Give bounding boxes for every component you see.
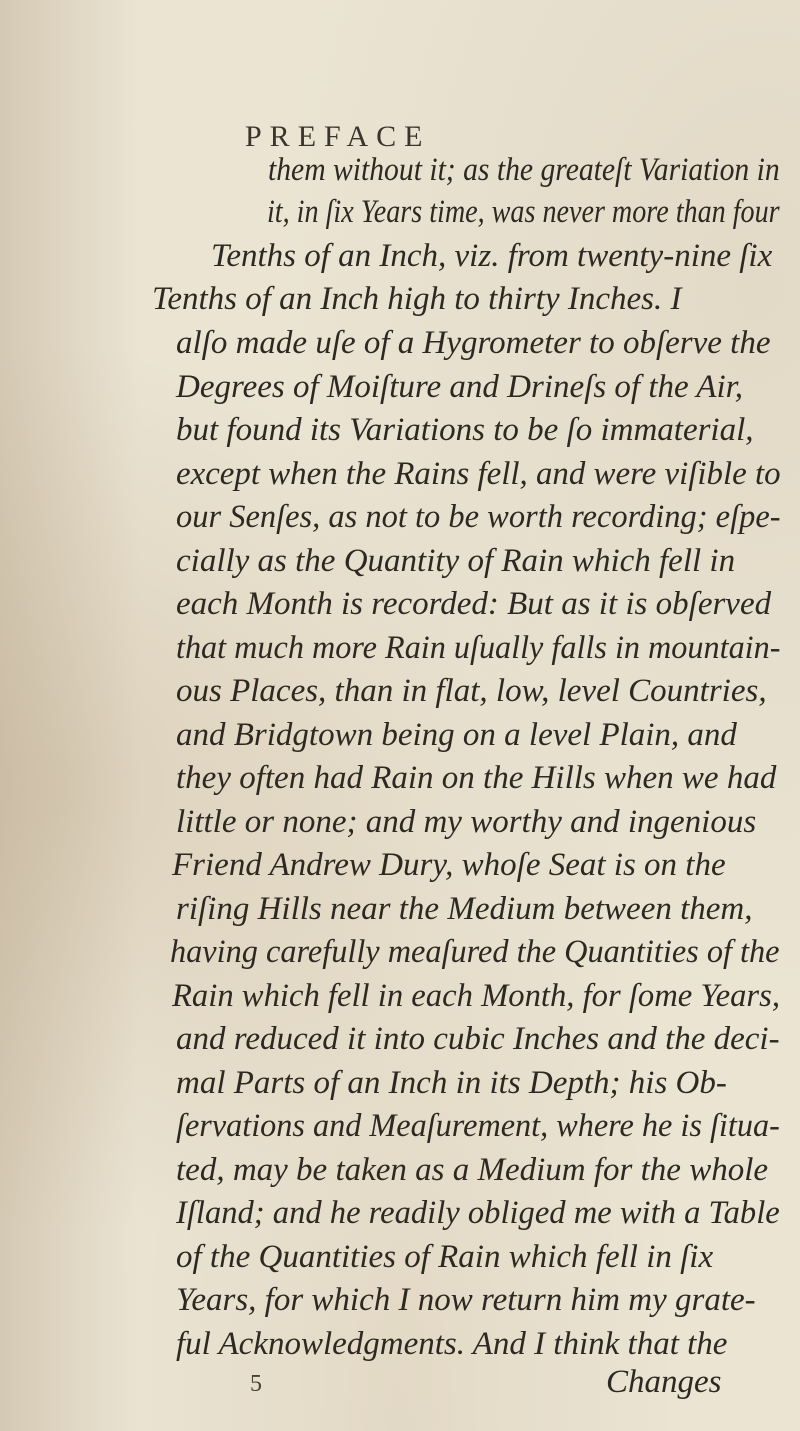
text-line: alſo made uſe of a Hygrometer to obſerve the — [176, 325, 771, 361]
text-line: ful Acknowledgments. And I think that the — [176, 1326, 728, 1362]
text-line: Rain which fell in each Month, for ſome Years, — [172, 978, 780, 1014]
text-line: it, in ſix Years time, was never more than four — [267, 194, 780, 230]
running-head: PREFACE — [245, 120, 431, 153]
text-line: Iſland; and he readily obliged me with a Table — [176, 1195, 780, 1231]
page-number: 5 — [250, 1371, 262, 1397]
text-line: having carefully meaſured the Quantities of the — [170, 934, 780, 970]
text-line: mal Parts of an Inch in its Depth; his Ob- — [176, 1065, 727, 1101]
text-line: our Senſes, as not to be worth recording; eſpe- — [176, 499, 781, 535]
text-line: that much more Rain uſually falls in mountain- — [176, 630, 781, 666]
text-line: Tenths of an Inch, viz. from twenty-nine ſix — [211, 238, 773, 274]
text-line: ted, may be taken as a Medium for the whole — [176, 1152, 769, 1188]
text-line: each Month is recorded: But as it is obſerved — [176, 586, 772, 622]
text-line: Tenths of an Inch high to thirty Inches. I — [152, 281, 682, 317]
text-line: Degrees of Moiſture and Drineſs of the Air, — [176, 369, 744, 405]
text-line: and reduced it into cubic Inches and the deci- — [176, 1021, 780, 1057]
text-line: they often had Rain on the Hills when we had — [176, 760, 777, 796]
text-line: Friend Andrew Dury, whoſe Seat is on the — [172, 847, 726, 883]
text-line: of the Quantities of Rain which fell in ſix — [176, 1239, 714, 1275]
text-line: Years, for which I now return him my grate- — [176, 1282, 756, 1318]
text-line: cially as the Quantity of Rain which fell in — [176, 543, 736, 579]
text-line: them without it; as the greateſt Variation in — [268, 152, 780, 188]
text-line: ous Places, than in flat, low, level Countries, — [176, 673, 767, 709]
text-line: ſervations and Meaſurement, where he is ſitua- — [176, 1108, 780, 1144]
text-line: except when the Rains fell, and were viſible to — [176, 456, 781, 492]
text-line: but found its Variations to be ſo immaterial, — [176, 412, 754, 448]
catchword: Changes — [606, 1364, 722, 1400]
text-line: and Bridgtown being on a level Plain, and — [176, 717, 737, 753]
text-line: little or none; and my worthy and ingenious — [176, 804, 757, 840]
text-line: riſing Hills near the Medium between them, — [176, 891, 753, 927]
